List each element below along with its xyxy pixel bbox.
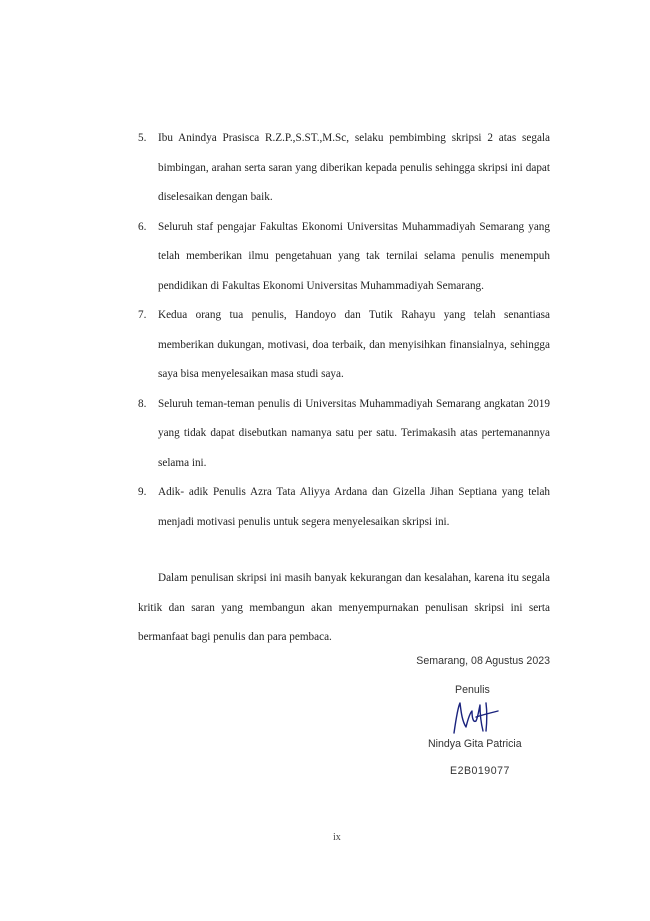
list-text: Ibu Anindya Prasisca R.Z.P.,S.ST.,M.Sc, selaku pembimbing skripsi 2 atas segala bimbingan, arahan serta saran yang diberikan kepada penulis sehingga skripsi ini dapat diselesaikan dengan baik. bbox=[158, 132, 550, 203]
list-number: 5. bbox=[138, 132, 147, 144]
list-item bbox=[138, 213, 550, 302]
acknowledgement-list bbox=[138, 124, 550, 537]
page-number: ix bbox=[333, 832, 341, 843]
author-nim: E2B019077 bbox=[450, 765, 510, 777]
list-item bbox=[138, 301, 550, 390]
handwritten-signature bbox=[446, 697, 506, 737]
list-text: Seluruh staf pengajar Fakultas Ekonomi Universitas Muhammadiyah Semarang yang telah memberikan ilmu pengetahuan yang tak ternilai selama penulis menempuh pendidikan di Fakultas Ekonomi Universitas Muhammadiyah Semarang. bbox=[158, 220, 550, 292]
list-text: Adik- adik Penulis Azra Tata Aliyya Ardana dan Gizella Jihan Septiana yang telah menjadi motivasi penulis untuk segera menyelesaikan skripsi ini. bbox=[158, 486, 550, 528]
place-date: Semarang, 08 Agustus 2023 bbox=[416, 655, 550, 667]
closing-paragraph-text: Dalam penulisan skripsi ini masih banyak kekurangan dan kesalahan, karena itu segala kritik dan saran yang membangun akan menyempurnakan penulisan skripsi ini serta bermanfaat bagi penulis dan para pembaca. bbox=[138, 572, 550, 643]
list-number: 9. bbox=[138, 486, 147, 498]
list-item bbox=[138, 390, 550, 479]
list-item bbox=[138, 124, 550, 213]
author-name: Nindya Gita Patricia bbox=[428, 738, 522, 750]
author-role: Penulis bbox=[455, 684, 490, 696]
list-text: Seluruh teman-teman penulis di Universitas Muhammadiyah Semarang angkatan 2019 yang tidak dapat disebutkan namanya satu per satu. Terimakasih atas pertemanannya selama ini. bbox=[158, 397, 550, 469]
list-number: 6. bbox=[138, 220, 147, 233]
list-number: 7. bbox=[138, 309, 147, 321]
closing-paragraph bbox=[138, 564, 550, 653]
list-item bbox=[138, 478, 550, 537]
list-text: Kedua orang tua penulis, Handoyo dan Tutik Rahayu yang telah senantiasa memberikan dukungan, motivasi, doa terbaik, dan menyisihkan finansialnya, sehingga saya bisa menyelesaikan masa studi saya. bbox=[158, 309, 550, 380]
list-number: 8. bbox=[138, 397, 147, 410]
